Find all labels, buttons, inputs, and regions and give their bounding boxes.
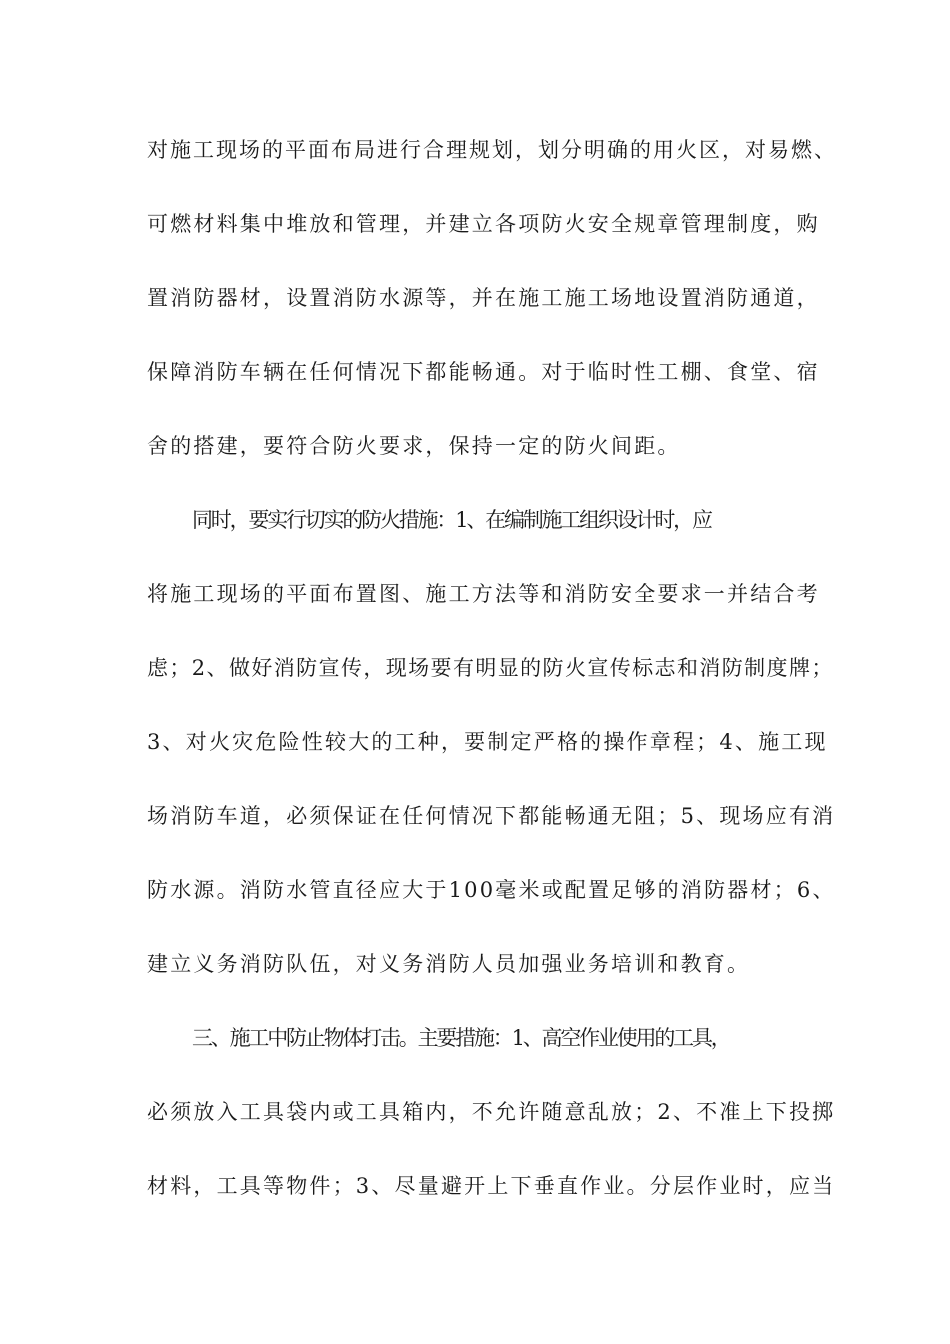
text-line: 保障消防车辆在任何情况下都能畅通。对于临时性工棚、食堂、宿 — [147, 360, 820, 384]
text-line: 可燃材料集中堆放和管理，并建立各项防火安全规章管理制度，购 — [147, 212, 820, 236]
text-line: 必须放入工具袋内或工具箱内，不允许随意乱放；2、不准上下投掷 — [147, 1100, 836, 1124]
text-line: 建立义务消防队伍，对义务消防人员加强业务培训和教育。 — [147, 952, 751, 976]
text-line: 防水源。消防水管直径应大于100毫米或配置足够的消防器材；6、 — [147, 878, 836, 902]
text-line: 舍的搭建，要符合防火要求，保持一定的防火间距。 — [147, 434, 681, 458]
text-line: 置消防器材，设置消防水源等，并在施工施工场地设置消防通道， — [147, 286, 820, 310]
text-line: 3、对火灾危险性较大的工种，要制定严格的操作章程；4、施工现 — [147, 730, 828, 754]
text-line: 将施工现场的平面布置图、施工方法等和消防安全要求一并结合考 — [147, 582, 820, 606]
paragraph-start-line: 三、施工中防止物体打击。主要措施：1、高空作业使用的工具， — [192, 1026, 730, 1050]
text-line: 场消防车道，必须保证在任何情况下都能畅通无阻；5、现场应有消 — [147, 804, 836, 828]
text-line: 虑；2、做好消防宣传，现场要有明显的防火宣传标志和消防制度牌； — [147, 656, 834, 680]
text-line: 材料，工具等物件；3、尽量避开上下垂直作业。分层作业时，应当 — [147, 1174, 836, 1198]
paragraph-start-line: 同时，要实行切实的防火措施：1、在编制施工组织设计时，应 — [192, 508, 711, 532]
text-line: 对施工现场的平面布局进行合理规划，划分明确的用火区，对易燃、 — [147, 138, 837, 162]
